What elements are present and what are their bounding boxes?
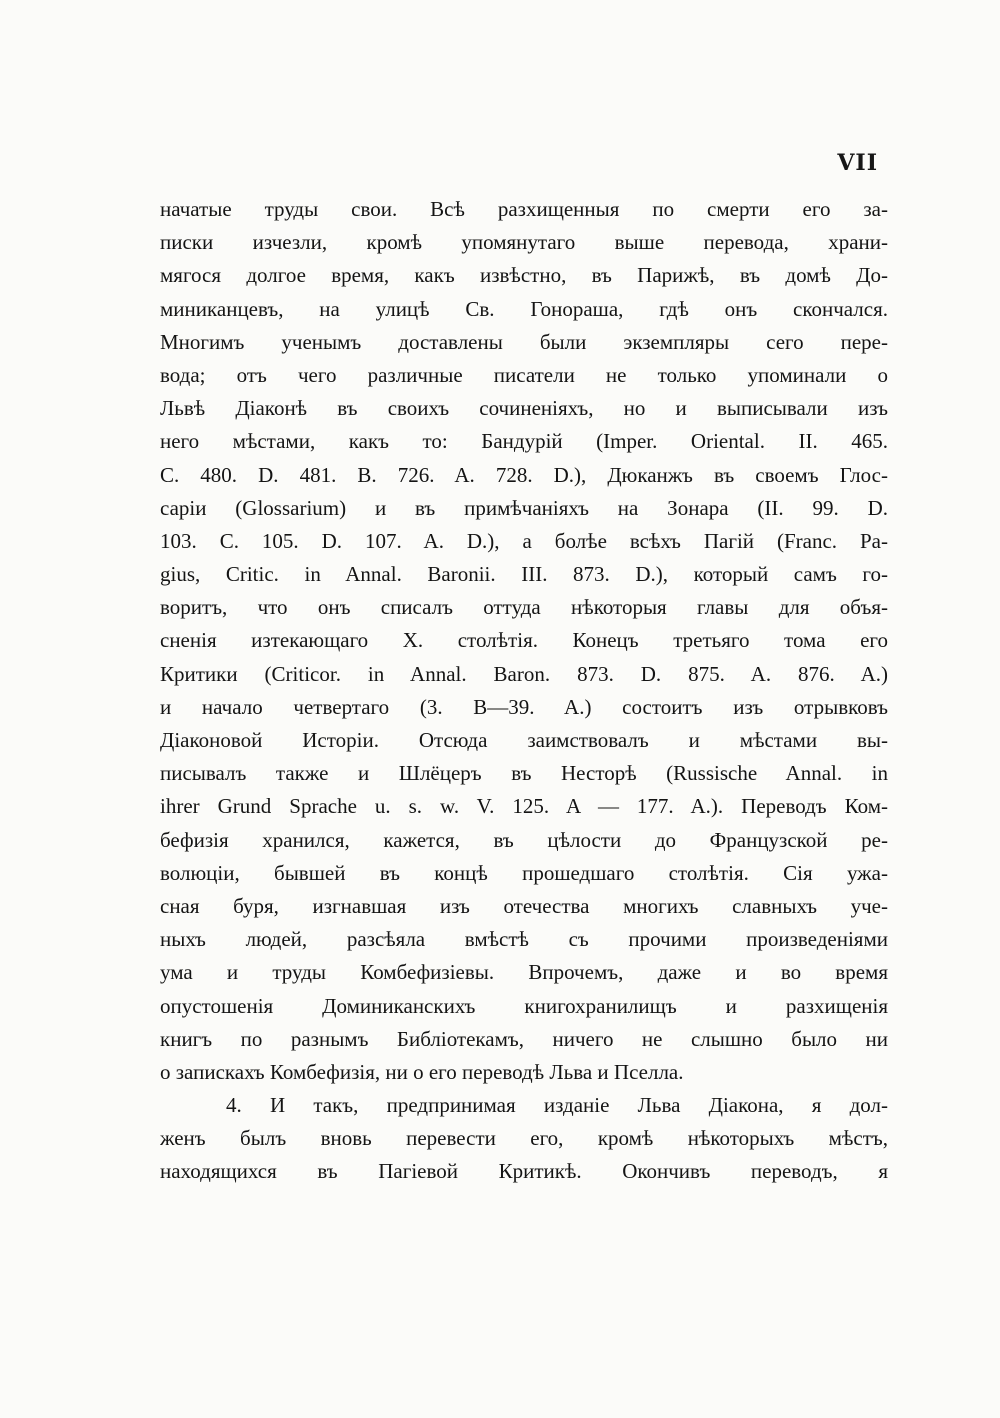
text-line: 103. C. 105. D. 107. A. D.), а болѣе всѣхъ Пагій (Franc. Pa-: [160, 528, 888, 553]
text-line: и начало четвертаго (3. B—39. A.) состоитъ изъ отрывковъ: [160, 694, 888, 719]
text-line: Многимъ ученымъ доставлены были экземпляры сего пере-: [160, 329, 888, 354]
text-line: начатые труды свои. Всѣ разхищенныя по смерти его за-: [160, 197, 888, 221]
text-line: ныхъ людей, разсѣяла вмѣстѣ съ прочими произведеніями: [160, 927, 888, 952]
text-line: саріи (Glossarium) и въ примѣчаніяхъ на Зонара (II. 99. D.: [160, 495, 888, 520]
text-line: волюціи, бывшей въ концѣ прошедшаго столѣтія. Сія ужа-: [160, 860, 888, 885]
text-line: Діаконовой Исторіи. Отсюда заимствовалъ и мѣстами вы-: [160, 728, 888, 752]
text-line: бефизія хранился, кажется, въ цѣлости до Французской ре-: [160, 827, 888, 852]
text-line: миниканцевъ, на улицѣ Св. Гонораша, гдѣ онъ скончался.: [160, 296, 888, 321]
text-line: него мѣстами, какъ то: Бандурій (Imper. Oriental. II. 465.: [160, 429, 888, 454]
text-line: сная буря, изгнавшая изъ отечества многихъ славныхъ уче-: [160, 893, 888, 918]
text-line: ума и труды Комбефизіевы. Впрочемъ, даже и во время: [160, 960, 888, 985]
text-line: сненія изтекающаго X. столѣтія. Конецъ третьяго тома его: [160, 628, 888, 653]
text-line: находящихся въ Пагіевой Критикѣ. Окончивъ переводъ, я: [160, 1159, 888, 1184]
page-number: VII: [837, 150, 878, 176]
text-line: ihrer Grund Sprache u. s. w. V. 125. A — 177. A.). Переводъ Ком-: [160, 794, 888, 819]
text-line: женъ былъ вновь перевести его, кромѣ нѣкоторыхъ мѣстъ,: [160, 1126, 888, 1151]
text-line: Критики (Criticor. in Annal. Baron. 873. D. 875. A. 876. A.): [160, 661, 888, 686]
text-line: Львѣ Діаконѣ въ своихъ сочиненіяхъ, но и выписывали изъ: [160, 396, 888, 421]
text-line: gius, Critic. in Annal. Baronii. III. 873. D.), который самъ го-: [160, 562, 888, 587]
text-line: писки изчезли, кромѣ упомянутаго выше перевода, храни-: [160, 230, 888, 255]
text-line: писывалъ также и Шлёцеръ въ Несторѣ (Russische Annal. in: [160, 761, 888, 786]
text-line: 4. И такъ, предпринимая изданіе Льва Діакона, я дол-: [226, 1093, 888, 1118]
text-line: о запискахъ Комбефизія, ни о его переводѣ Льва и Пселла.: [160, 1059, 684, 1084]
text-line: книгъ по разнымъ Библіотекамъ, ничего не слышно было ни: [160, 1026, 888, 1051]
text-line: опустошенія Доминиканскихъ книгохранилищъ и разхищенія: [160, 993, 888, 1018]
text-line: вода; отъ чего различные писатели не только упоминали о: [160, 362, 888, 387]
text-line: C. 480. D. 481. B. 726. A. 728. D.), Дюканжъ въ своемъ Глос-: [160, 462, 888, 487]
text-line: мягося долгое время, какъ извѣстно, въ Парижѣ, въ домѣ До-: [160, 263, 888, 288]
body-text: [160, 193, 888, 1189]
text-line: воритъ, что онъ списалъ оттуда нѣкоторыя главы для объя-: [160, 595, 888, 620]
